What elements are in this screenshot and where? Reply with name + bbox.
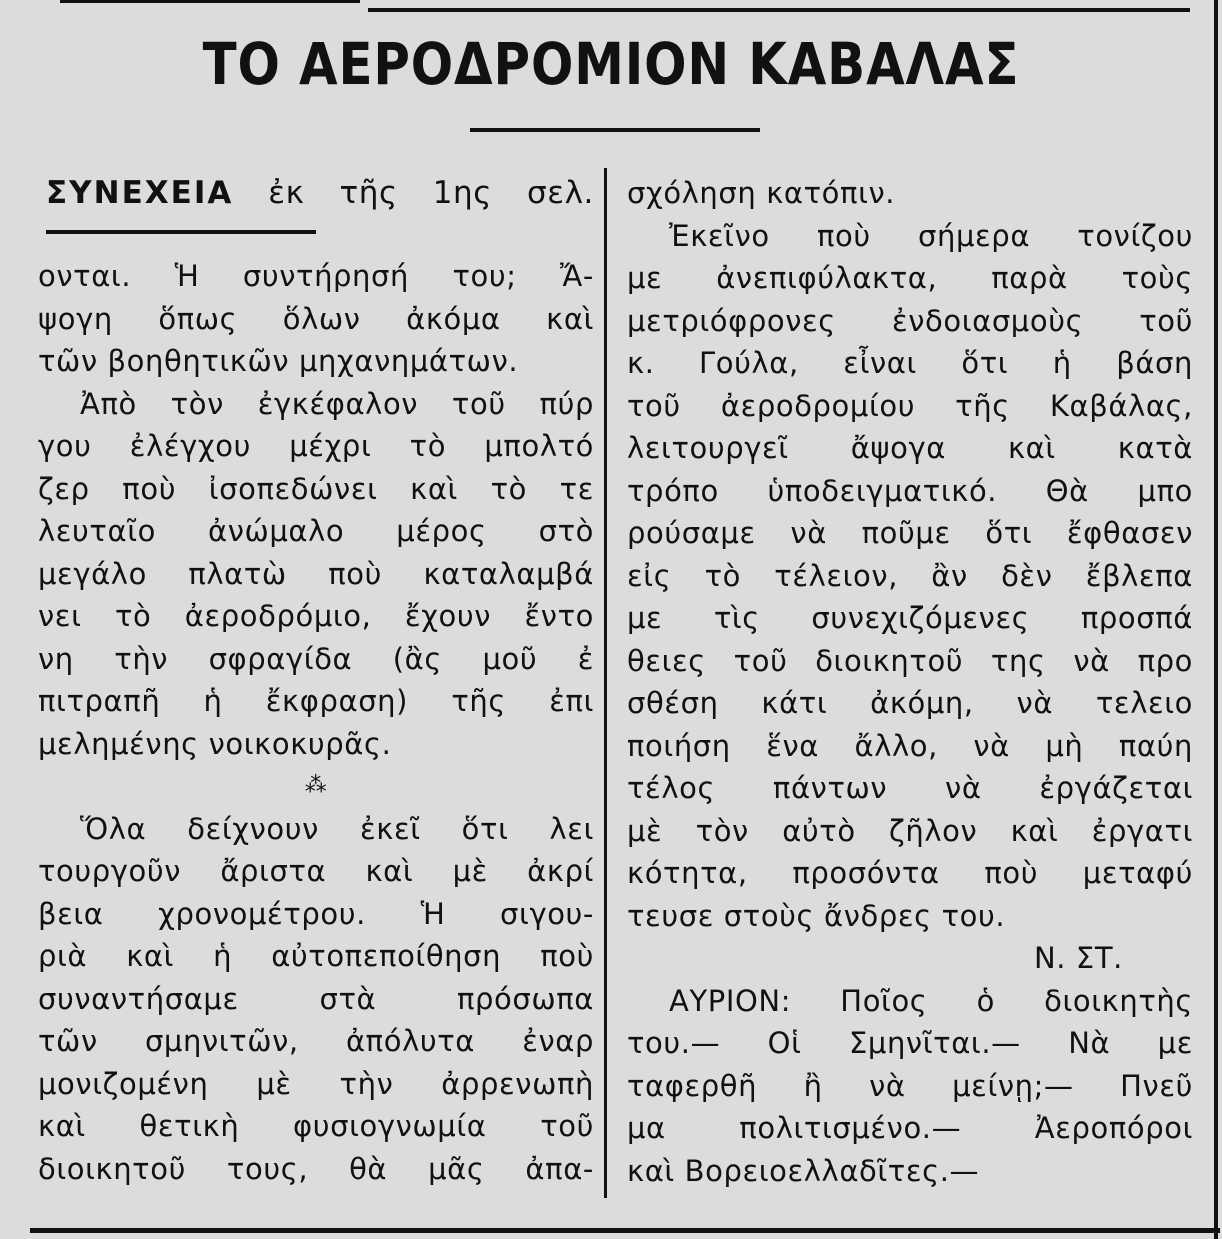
text-line: μεγάλο πλατὼ ποὺ καταλαμβά xyxy=(38,556,594,591)
text-line: με τὶς συνεχιζόμενες προσπά xyxy=(627,601,1193,635)
top-rule-left xyxy=(60,0,360,3)
text-line: γου ἐλέγχου μέχρι τὸ μπολτό xyxy=(38,429,594,463)
headline-underline xyxy=(470,128,760,132)
text-line: με ἀνεπιφύλακτα, παρὰ τοὺς xyxy=(627,261,1193,295)
text-line: τῶν βοηθητικῶν μηχανημάτων. xyxy=(38,344,519,378)
text-line: τουργοῦν ἄριστα καὶ μὲ ἀκρί xyxy=(38,854,594,888)
headline: ΤΟ ΑΕΡΟΔΡΟΜΙΟΝ ΚΑΒΑΛΑΣ xyxy=(202,30,1020,98)
left-column xyxy=(38,255,594,1190)
text-line: διοικητοῦ τους, θὰ μᾶς ἀπα- xyxy=(38,1151,594,1186)
text-line: πιτραπῆ ἡ ἔκφραση) τῆς ἐπι xyxy=(38,684,594,718)
text-line: μελημένης νοικοκυρᾶς. xyxy=(38,726,392,761)
text-line: Ἐκεῖνο ποὺ σήμερα τονίζου xyxy=(669,218,1193,253)
text-line: τοῦ ἀεροδρομίου τῆς Καβάλας, xyxy=(627,388,1193,423)
text-line: ζερ ποὺ ἰσοπεδώνει καὶ τὸ τε xyxy=(38,471,594,506)
right-column xyxy=(627,172,1193,1192)
text-line: θειες τοῦ διοικητοῦ της νὰ προ xyxy=(627,643,1193,678)
tomorrow-line: του.— Οἱ Σμηνῖται.— Νὰ με xyxy=(627,1026,1193,1060)
text-line: ριὰ καὶ ἡ αὐτοπεποίθηση ποὺ xyxy=(38,939,594,973)
text-line: Ὅλα δείχνουν ἐκεῖ ὅτι λει xyxy=(80,811,594,846)
text-line: νη τὴν σφραγίδα (ἂς μοῦ ἐ xyxy=(38,641,594,676)
text-line: νει τὸ ἀεροδρόμιο, ἔχουν ἔντο xyxy=(38,599,594,633)
text-line: Ἀπὸ τὸν ἐγκέφαλον τοῦ πύρ xyxy=(80,386,594,421)
text-line: ρούσαμε νὰ ποῦμε ὅτι ἔφθασεν xyxy=(627,516,1193,550)
tomorrow-line: ταφερθῆ ἢ νὰ μείνῃ;— Πνεῦ xyxy=(627,1068,1193,1103)
continuation-underline xyxy=(46,230,316,234)
text-line: κότητα, προσόντα ποὺ μεταφύ xyxy=(627,856,1193,890)
continuation-rest: ἐκ τῆς 1ης σελ. xyxy=(268,175,594,211)
text-line: λευταῖο ἀνώμαλο μέρος στὸ xyxy=(38,514,594,548)
continuation-label: ΣΥΝΕΧΕΙΑ xyxy=(46,175,234,211)
text-line: ονται. Ἡ συντήρησή του; Ἄ- xyxy=(38,259,594,293)
right-edge-rule xyxy=(1214,0,1218,1239)
text-line: τευσε στοὺς ἄνδρες του. xyxy=(627,898,1006,933)
text-line: σθέση κάτι ἀκόμη, νὰ τελειο xyxy=(627,686,1193,720)
text-line: τέλος πάντων νὰ ἐργάζεται xyxy=(627,771,1193,805)
text-line: μονιζομένη μὲ τὴν ἀρρενωπὴ xyxy=(38,1066,594,1101)
text-line: βεια χρονομέτρου. Ἡ σιγου- xyxy=(38,896,594,931)
text-line: συναντήσαμε στὰ πρόσωπα xyxy=(38,981,594,1016)
text-line: μετριόφρονες ἐνδοιασμοὺς τοῦ xyxy=(627,303,1193,338)
tomorrow-line: μα πολιτισμένο.— Ἀεροπόροι xyxy=(627,1111,1193,1145)
text-line: σχόληση κατόπιν. xyxy=(627,176,896,210)
text-line: τῶν σμηνιτῶν, ἀπόλυτα ἐναρ xyxy=(38,1024,594,1058)
section-asterism: ⁂ xyxy=(304,773,328,798)
text-line: μὲ τὸν αὐτὸ ζῆλον καὶ ἐργατι xyxy=(627,813,1193,848)
bottom-rule xyxy=(30,1228,1220,1233)
text-line: ψογη ὅπως ὅλων ἀκόμα καὶ xyxy=(38,301,594,336)
tomorrow-line: καὶ Βορειοελλαδῖτες.— xyxy=(627,1153,980,1188)
continuation-line xyxy=(46,170,594,216)
text-line: τρόπο ὑποδειγματικό. Θὰ μπο xyxy=(627,473,1193,508)
column-separator xyxy=(604,168,607,1198)
author-signature: Ν. ΣΤ. xyxy=(1034,941,1123,975)
text-line: ποιήση ἕνα ἄλλο, νὰ μὴ παύη xyxy=(627,728,1193,763)
text-line: λειτουργεῖ ἄψογα καὶ κατὰ xyxy=(627,431,1193,465)
text-line: καὶ θετικὴ φυσιογνωμία τοῦ xyxy=(38,1109,594,1143)
text-line: εἰς τὸ τέλειον, ἂν δὲν ἔβλεπα xyxy=(627,558,1193,593)
top-rule-right xyxy=(368,8,1190,12)
text-line: κ. Γούλα, εἶναι ὅτι ἡ βάση xyxy=(627,346,1193,380)
tomorrow-line: ΑΥΡΙΟΝ: Ποῖος ὁ διοικητὴς xyxy=(669,983,1193,1018)
